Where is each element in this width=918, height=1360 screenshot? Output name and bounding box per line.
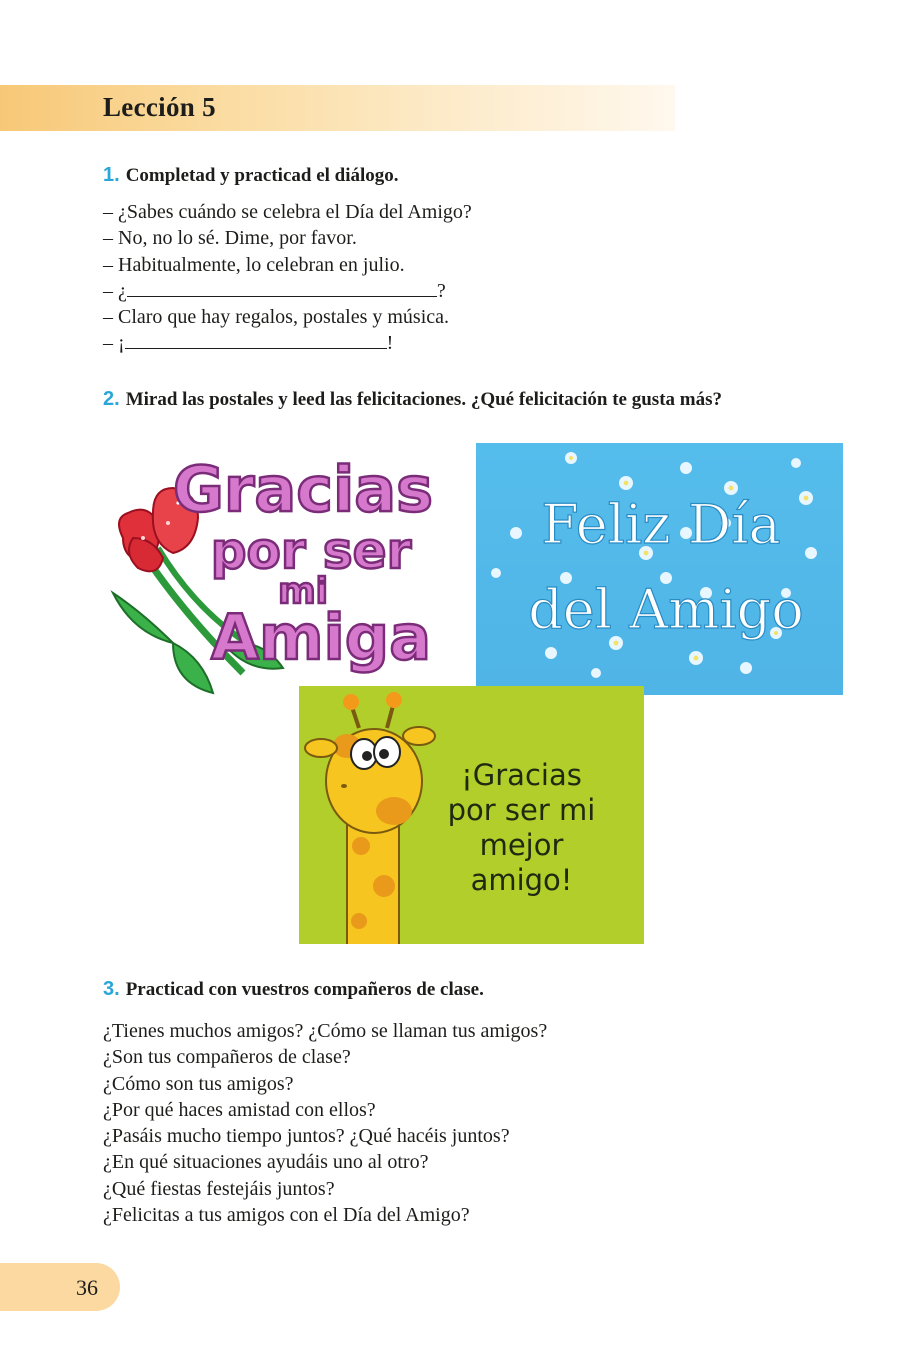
exercise-1-heading [103, 164, 399, 187]
card-green-message [414, 758, 629, 898]
card-rose-line2: por ser [210, 522, 412, 580]
card-green-line4: amigo! [470, 863, 573, 897]
discussion-questions [103, 1018, 547, 1228]
card-blue-line1: Feliz Día [541, 493, 781, 556]
rose-illustration [103, 443, 458, 698]
exercise-number: 3. [103, 978, 120, 1000]
card-green-line2: por ser mi [447, 793, 596, 827]
question-line: ¿Pasáis mucho tiempo juntos? ¿Qué hacéis juntos? [103, 1125, 510, 1148]
exercise-instruction: Completad y practicad el diálogo. [125, 165, 399, 186]
exercise-instruction: Practicad con vuestros compañeros de clase. [125, 979, 484, 1000]
question-line: ¿Cómo son tus amigos? [103, 1072, 294, 1095]
dialogue-line: – Habitualmente, lo celebran en julio. [103, 253, 405, 276]
dialogue-line: – ¿Sabes cuándo se celebra el Día del Amigo? [103, 201, 472, 223]
card-rose-line4: Amiga [210, 601, 432, 674]
exercise-instruction: Mirad las postales y leed las felicitaciones. ¿Qué felicitación te gusta más? [125, 389, 722, 410]
dialogue-line: – Claro que hay regalos, postales y música. [103, 306, 450, 329]
exercise-number: 2. [103, 388, 120, 410]
question-line: ¿Felicitas a tus amigos con el Día del Amigo? [103, 1204, 470, 1227]
exercise-2-heading [103, 388, 722, 411]
dialogue [103, 199, 472, 357]
card-blue-line2: del Amigo [528, 578, 804, 641]
postcard-giraffe [299, 686, 644, 944]
card-green-line1: ¡Gracias [461, 758, 582, 792]
page-number-tab [0, 1263, 120, 1311]
question-line: ¿Son tus compañeros de clase? [103, 1046, 351, 1069]
postcard-feliz-dia [476, 443, 843, 695]
dialogue-blank-line: – ¿ ? [103, 279, 446, 302]
postcard-roses [103, 443, 458, 698]
dialogue-line: – No, no lo sé. Dime, por favor. [103, 227, 357, 250]
page-number: 36 [76, 1275, 98, 1300]
card-green-line3: mejor [479, 828, 564, 862]
dialogue-blank-line: – ¡ ! [103, 332, 394, 355]
card-rose-line1: Gracias [172, 453, 434, 526]
question-line: ¿En qué situaciones ayudáis uno al otro? [103, 1151, 429, 1174]
fill-in-blank[interactable] [127, 278, 437, 297]
exercise-number: 1. [103, 164, 120, 186]
exercise-3-heading [103, 978, 484, 1001]
lesson-title: Lección 5 [103, 92, 216, 122]
lesson-header-bar [0, 85, 675, 131]
card-rose-line3: mi [278, 571, 328, 612]
question-line: ¿Por qué haces amistad con ellos? [103, 1098, 376, 1121]
fill-in-blank[interactable] [125, 330, 387, 349]
question-line: ¿Qué fiestas festejáis juntos? [103, 1177, 335, 1200]
flowers-illustration [476, 443, 843, 695]
question-line: ¿Tienes muchos amigos? ¿Cómo se llaman tus amigos? [103, 1020, 548, 1042]
